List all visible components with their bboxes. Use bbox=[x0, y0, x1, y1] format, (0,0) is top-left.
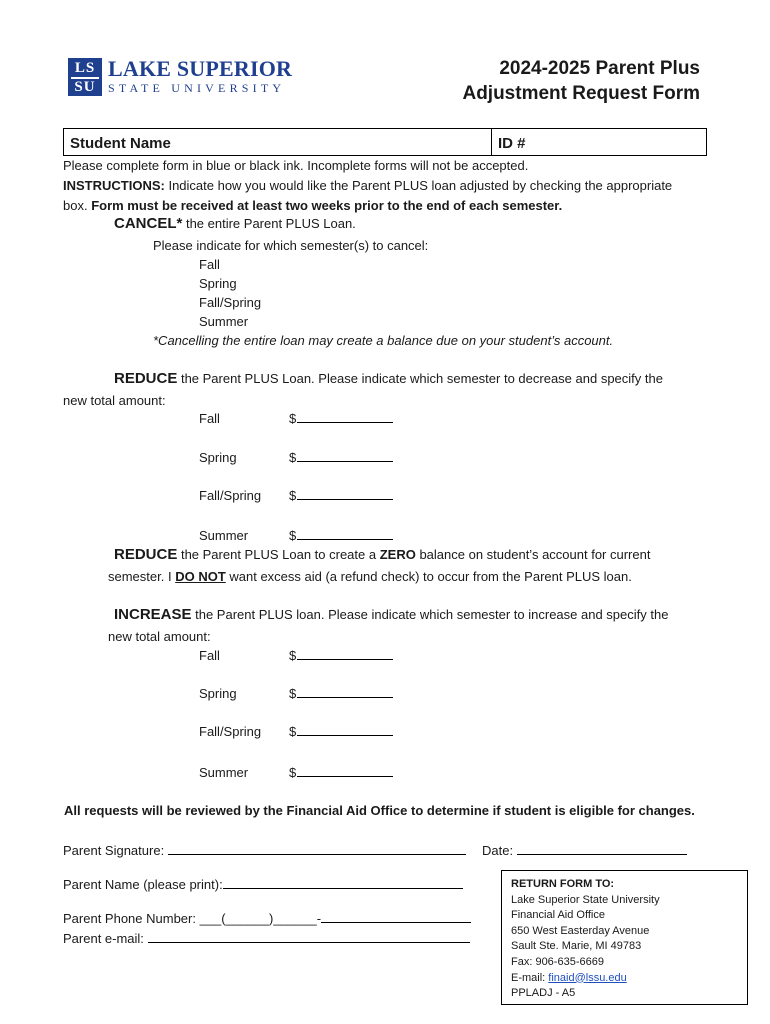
return-email-row bbox=[511, 971, 738, 987]
ink-note: Please complete form in blue or black ink. Incomplete forms will not be accepted. bbox=[63, 158, 529, 173]
parent-email-row[interactable] bbox=[63, 929, 470, 947]
dollar-sign: $ bbox=[289, 450, 297, 465]
cancel-option-summer[interactable]: Summer bbox=[199, 314, 249, 329]
return-line-4: Sault Ste. Marie, MI 49783 bbox=[511, 940, 642, 953]
increase-text: the Parent PLUS loan. Please indicate which semester to increase and specify the bbox=[191, 607, 669, 622]
parent-signature-line[interactable] bbox=[168, 841, 466, 855]
reduce-zero-text-a: the Parent PLUS Loan to create a bbox=[177, 547, 380, 562]
date-row[interactable] bbox=[482, 841, 687, 859]
increase-fall-label: Fall bbox=[199, 648, 220, 663]
dollar-sign: $ bbox=[289, 724, 297, 739]
parent-phone-line[interactable] bbox=[321, 909, 471, 923]
return-email-label: E-mail: bbox=[511, 971, 549, 984]
cancel-heading: CANCEL* bbox=[114, 215, 183, 232]
dollar-sign: $ bbox=[289, 648, 297, 663]
form-title bbox=[462, 56, 700, 106]
reduce-text: the Parent PLUS Loan. Please indicate which semester to decrease and specify the bbox=[177, 371, 663, 386]
form-title-line2: Adjustment Request Form bbox=[462, 83, 700, 104]
logo-mark-bottom: SU bbox=[74, 79, 96, 95]
amount-line bbox=[297, 685, 393, 698]
form-code: PPLADJ - A5 bbox=[511, 987, 576, 1000]
reduce-zero-line2-a: semester. I bbox=[108, 569, 176, 584]
return-fax: Fax: 906-635-6669 bbox=[511, 955, 604, 968]
return-line-2: Financial Aid Office bbox=[511, 909, 605, 922]
cancel-option[interactable] bbox=[114, 215, 356, 232]
student-id-table bbox=[63, 128, 707, 156]
reduce-text-line2: new total amount: bbox=[63, 393, 166, 408]
deadline-line bbox=[63, 197, 562, 214]
reduce-heading: REDUCE bbox=[114, 370, 178, 387]
parent-email-line[interactable] bbox=[148, 929, 470, 943]
university-logo bbox=[68, 58, 308, 100]
reduce-spring-label: Spring bbox=[199, 450, 237, 465]
cancel-option-fall-spring[interactable]: Fall/Spring bbox=[199, 295, 262, 310]
zero-emphasis: ZERO bbox=[379, 547, 416, 562]
increase-text-line2: new total amount: bbox=[108, 629, 211, 644]
reduce-fall-label: Fall bbox=[199, 411, 220, 426]
dollar-sign: $ bbox=[289, 686, 297, 701]
reduce-summer-label: Summer bbox=[199, 528, 249, 543]
increase-option[interactable] bbox=[114, 606, 668, 623]
dollar-sign: $ bbox=[289, 765, 297, 780]
deadline-text: Form must be received at least two weeks prior to the end of each semester. bbox=[91, 198, 563, 213]
parent-phone-label: Parent Phone Number: bbox=[63, 911, 196, 926]
parent-signature-row[interactable] bbox=[63, 841, 466, 859]
cancel-prompt: Please indicate for which semester(s) to cancel: bbox=[153, 238, 429, 253]
parent-email-label: Parent e-mail: bbox=[63, 931, 144, 946]
cancel-option-fall[interactable]: Fall bbox=[199, 257, 220, 272]
reduce-zero-line2-b: want excess aid (a refund check) to occur from the Parent PLUS loan. bbox=[225, 569, 632, 584]
return-line-3: 650 West Easterday Avenue bbox=[511, 924, 650, 937]
amount-line bbox=[297, 487, 393, 500]
parent-signature-label: Parent Signature: bbox=[63, 843, 165, 858]
reduce-fall-spring-label: Fall/Spring bbox=[199, 488, 262, 503]
instructions-text: Indicate how you would like the Parent PLUS loan adjusted by checking the appropriate bbox=[164, 178, 673, 193]
amount-line bbox=[297, 647, 393, 660]
phone-mask-open: ___( bbox=[199, 911, 226, 926]
increase-spring-label: Spring bbox=[199, 686, 237, 701]
parent-phone-row[interactable] bbox=[63, 909, 471, 927]
reduce-zero-option[interactable] bbox=[114, 546, 650, 563]
parent-name-line[interactable] bbox=[223, 875, 463, 889]
cancel-note: *Cancelling the entire loan may create a balance due on your student’s account. bbox=[153, 333, 614, 348]
student-id-field[interactable]: ID # bbox=[498, 135, 526, 152]
deadline-prefix: box. bbox=[63, 198, 92, 213]
form-title-line1: 2024-2025 Parent Plus bbox=[499, 58, 700, 79]
increase-fall-spring-label: Fall/Spring bbox=[199, 724, 262, 739]
parent-name-row[interactable] bbox=[63, 875, 463, 893]
reduce-fall-spring-amount[interactable] bbox=[289, 487, 393, 504]
logo-name: LAKE SUPERIOR bbox=[108, 56, 293, 81]
do-not-emphasis: DO NOT bbox=[175, 569, 226, 584]
date-label: Date: bbox=[482, 843, 514, 858]
reduce-summer-amount[interactable] bbox=[289, 527, 393, 544]
return-address-box bbox=[501, 870, 748, 1005]
return-line-1: Lake Superior State University bbox=[511, 893, 660, 906]
reduce-option[interactable] bbox=[114, 370, 663, 387]
amount-line bbox=[297, 723, 393, 736]
cancel-text: the entire Parent PLUS Loan. bbox=[182, 216, 356, 231]
dollar-sign: $ bbox=[289, 411, 297, 426]
increase-fall-spring-amount[interactable] bbox=[289, 723, 393, 740]
increase-summer-label: Summer bbox=[199, 765, 249, 780]
reduce-zero-heading: REDUCE bbox=[114, 546, 178, 563]
reduce-spring-amount[interactable] bbox=[289, 449, 393, 466]
increase-heading: INCREASE bbox=[114, 606, 192, 623]
amount-line bbox=[297, 764, 393, 777]
increase-spring-amount[interactable] bbox=[289, 685, 393, 702]
reduce-zero-line2 bbox=[108, 568, 632, 585]
review-note: All requests will be reviewed by the Financial Aid Office to determine if student is eligible for changes. bbox=[64, 803, 695, 818]
table-divider bbox=[491, 129, 492, 155]
phone-mask-area: ______ bbox=[225, 911, 270, 926]
amount-line bbox=[297, 410, 393, 423]
instructions-label: INSTRUCTIONS: bbox=[63, 178, 165, 193]
return-heading: RETURN FORM TO: bbox=[511, 878, 615, 890]
reduce-fall-amount[interactable] bbox=[289, 410, 393, 427]
increase-summer-amount[interactable] bbox=[289, 764, 393, 781]
dollar-sign: $ bbox=[289, 528, 297, 543]
amount-line bbox=[297, 449, 393, 462]
amount-line bbox=[297, 527, 393, 540]
instructions-line bbox=[63, 177, 672, 194]
student-name-field[interactable]: Student Name bbox=[70, 135, 171, 152]
return-email-link[interactable]: finaid@lssu.edu bbox=[548, 971, 627, 984]
logo-mark bbox=[68, 58, 102, 96]
logo-mark-top: LS bbox=[74, 60, 96, 76]
cancel-option-spring[interactable]: Spring bbox=[199, 276, 237, 291]
parent-name-label: Parent Name (please print): bbox=[63, 877, 223, 892]
date-line[interactable] bbox=[517, 841, 687, 855]
dollar-sign: $ bbox=[289, 488, 297, 503]
logo-subtitle: STATE UNIVERSITY bbox=[108, 81, 286, 95]
phone-mask-rest: )______- bbox=[269, 911, 322, 926]
increase-fall-amount[interactable] bbox=[289, 647, 393, 664]
reduce-zero-text-b: balance on student’s account for current bbox=[415, 547, 651, 562]
